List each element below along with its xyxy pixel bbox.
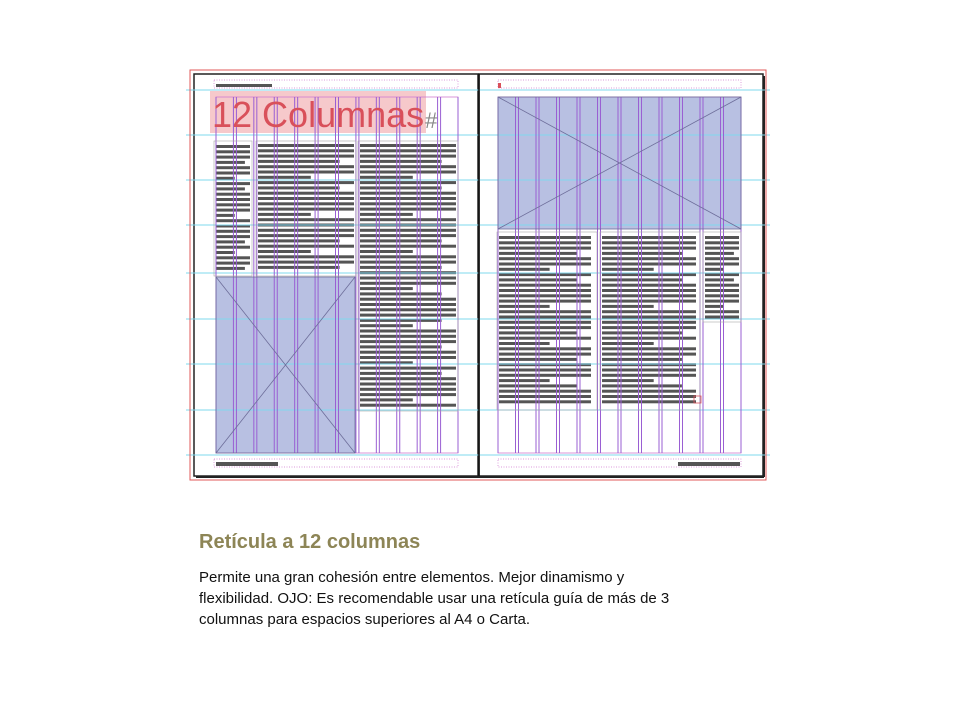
text-line — [705, 241, 739, 244]
headline-end-mark: # — [425, 108, 438, 133]
text-line — [705, 247, 739, 250]
text-line — [602, 236, 696, 239]
text-line — [258, 255, 354, 258]
text-line — [258, 250, 311, 253]
text-line — [602, 241, 696, 244]
text-line — [360, 345, 442, 348]
text-line — [602, 369, 696, 372]
text-line — [360, 155, 456, 158]
text-line — [258, 266, 340, 269]
text-line — [602, 374, 696, 377]
text-line — [216, 187, 245, 190]
text-line — [360, 367, 456, 370]
text-line — [705, 289, 739, 292]
text-line — [360, 335, 456, 338]
text-line — [360, 165, 456, 168]
text-line — [360, 160, 442, 163]
text-line — [258, 144, 354, 147]
text-line — [602, 289, 696, 292]
text-line — [499, 268, 550, 271]
text-line — [360, 176, 413, 179]
text-line — [360, 229, 456, 232]
text-line — [258, 261, 354, 264]
text-line — [499, 384, 577, 387]
text-line — [360, 197, 456, 200]
text-line — [360, 398, 413, 401]
text-line — [216, 177, 235, 180]
text-line — [602, 284, 696, 287]
text-line — [705, 263, 739, 266]
text-line — [602, 342, 654, 345]
text-line — [360, 303, 456, 306]
text-line — [499, 331, 577, 334]
text-line — [705, 310, 739, 313]
text-line — [258, 202, 354, 205]
text-line — [360, 202, 456, 205]
text-line — [258, 229, 354, 232]
text-line — [499, 252, 577, 255]
caption-title: Retícula a 12 columnas — [199, 531, 421, 553]
text-line — [360, 308, 456, 311]
text-line — [258, 213, 311, 216]
text-line — [602, 273, 696, 276]
text-line — [360, 388, 456, 391]
text-line — [602, 321, 696, 324]
text-line — [360, 377, 456, 380]
caption-line: columnas para espacios superiores al A4 o Carta. — [199, 611, 531, 628]
text-line — [705, 257, 739, 260]
text-line — [602, 395, 696, 398]
text-line — [258, 245, 354, 248]
text-line — [258, 197, 354, 200]
folio-bar — [216, 462, 278, 466]
text-line — [360, 324, 413, 327]
text-line — [499, 379, 550, 382]
text-line — [705, 300, 739, 303]
text-line — [360, 340, 456, 343]
text-line — [602, 400, 696, 403]
text-line — [360, 298, 456, 301]
text-line — [216, 161, 245, 164]
text-line — [360, 234, 456, 237]
text-line — [258, 234, 354, 237]
text-line — [360, 266, 442, 269]
text-line — [360, 250, 413, 253]
text-line — [360, 404, 456, 407]
text-line — [602, 247, 696, 250]
text-line — [360, 383, 456, 386]
text-line — [705, 273, 739, 276]
text-line — [216, 251, 235, 254]
text-line — [602, 379, 654, 382]
text-line — [705, 252, 734, 255]
text-line — [499, 305, 550, 308]
caption-body — [199, 567, 739, 630]
folio-bar — [216, 84, 272, 87]
page-marker — [498, 83, 501, 88]
text-line — [360, 314, 456, 317]
text-line — [360, 171, 456, 174]
text-line — [360, 149, 456, 152]
text-line — [258, 192, 354, 195]
text-line — [216, 267, 245, 270]
text-line — [360, 393, 456, 396]
text-line — [258, 160, 340, 163]
text-line — [360, 277, 456, 280]
text-line — [499, 278, 577, 281]
headline-text: 12 Columnas — [212, 94, 425, 135]
text-line — [360, 282, 456, 285]
text-line — [499, 358, 577, 361]
text-line — [499, 342, 550, 345]
text-line — [705, 316, 739, 319]
text-line — [360, 330, 456, 333]
text-line — [216, 240, 245, 243]
caption-line: flexibilidad. OJO: Es recomendable usar una retícula guía de más de 3 — [199, 590, 670, 607]
text-line — [258, 208, 354, 211]
text-line — [360, 208, 456, 211]
text-line — [258, 149, 354, 152]
text-line — [602, 257, 696, 260]
caption-line: Permite una gran cohesión entre elementos. Mejor dinamismo y — [199, 569, 625, 586]
text-line — [602, 294, 696, 297]
text-line — [360, 239, 442, 242]
text-line — [602, 347, 696, 350]
text-line — [360, 192, 456, 195]
text-line — [258, 186, 340, 189]
text-line — [216, 214, 235, 217]
text-line — [360, 186, 442, 189]
text-line — [360, 218, 456, 221]
text-line — [602, 390, 696, 393]
text-line — [360, 255, 456, 258]
text-line — [602, 326, 696, 329]
text-line — [360, 144, 456, 147]
text-line — [258, 165, 354, 168]
text-line — [705, 284, 739, 287]
text-line — [602, 316, 696, 319]
text-line — [602, 263, 696, 266]
text-line — [360, 261, 456, 264]
text-line — [258, 155, 354, 158]
text-line — [360, 181, 456, 184]
text-line — [360, 245, 456, 248]
text-line — [602, 268, 654, 271]
text-line — [705, 278, 734, 281]
text-line — [258, 171, 354, 174]
text-line — [360, 372, 442, 375]
text-line — [360, 356, 456, 359]
text-line — [602, 337, 696, 340]
text-line — [360, 292, 442, 295]
text-line — [258, 176, 311, 179]
text-line — [602, 353, 696, 356]
text-line — [258, 218, 354, 221]
text-line — [705, 236, 739, 239]
text-line — [602, 300, 696, 303]
text-line — [360, 213, 413, 216]
text-line — [360, 351, 456, 354]
text-line — [705, 294, 739, 297]
folio-bar — [678, 462, 740, 466]
text-line — [360, 287, 413, 290]
text-line — [258, 239, 340, 242]
text-line — [602, 305, 654, 308]
text-line — [258, 181, 354, 184]
text-line — [602, 310, 696, 313]
